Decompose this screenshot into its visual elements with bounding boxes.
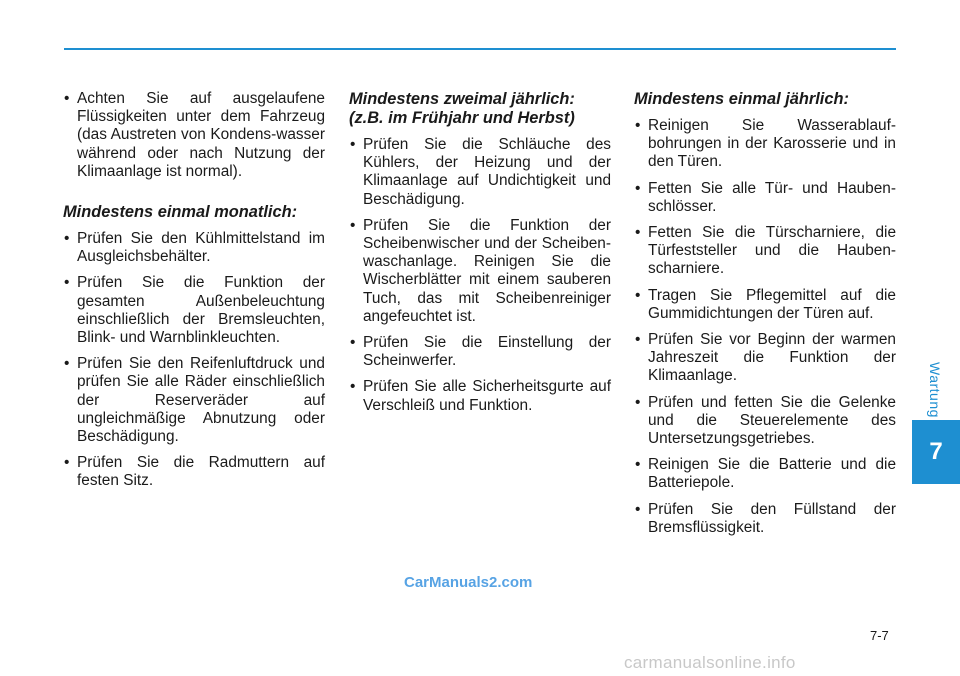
watermark-logo: CarManuals2.com — [404, 574, 533, 591]
section-heading-yearly: Mindestens einmal jährlich: — [634, 90, 849, 108]
list-item: • Prüfen und fetten Sie die Gelenke und die Steuerelemente des Untersetzungsgetriebes. — [634, 394, 896, 449]
page-number: 7-7 — [870, 628, 889, 643]
list-item: • Prüfen Sie die Funktion der gesamten Außenbeleuchtung einschließlich der Bremsleuchten, Blink- und Warnblinkleuchten. — [63, 274, 325, 347]
bullet-list-yearly — [634, 117, 896, 537]
list-item: • Prüfen Sie die Funktion der Scheibenwischer und der Scheiben-waschanlage. Reinigen Sie die Wischerblätter mit einem sauberen Tuch, das mit Scheibenreiniger angefeuchtet ist. — [349, 217, 611, 326]
list-item: • Prüfen Sie den Füllstand der Bremsflüssigkeit. — [634, 501, 896, 537]
list-item: • Achten Sie auf ausgelaufene Flüssigkeiten unter dem Fahrzeug (das Austreten von Kondens-wasser während oder nach Nutzung der Klimaanlage ist normal). — [63, 90, 325, 181]
chapter-label: Wartung — [927, 362, 943, 418]
list-item: • Reinigen Sie Wasserablauf-bohrungen in der Karosserie und in den Türen. — [634, 117, 896, 172]
list-item: • Tragen Sie Pflegemittel auf die Gummidichtungen der Türen auf. — [634, 287, 896, 323]
list-item: • Prüfen Sie die Radmuttern auf festen Sitz. — [63, 454, 325, 490]
list-item: • Prüfen Sie den Reifenluftdruck und prüfen Sie alle Räder einschließlich der Reserveräder auf ungleichmäßige Abnutzung oder Beschädigung. — [63, 355, 325, 446]
chapter-number: 7 — [929, 438, 943, 465]
column-right — [634, 90, 896, 545]
bullet-list-intro — [63, 90, 325, 181]
list-item: • Prüfen Sie vor Beginn der warmen Jahreszeit die Funktion der Klimaanlage. — [634, 331, 896, 386]
list-item: • Reinigen Sie die Batterie und die Batteriepole. — [634, 456, 896, 492]
list-item: • Fetten Sie die Türscharniere, die Türfeststeller und die Hauben-scharniere. — [634, 224, 896, 279]
list-item: • Prüfen Sie die Schläuche des Kühlers, der Heizung und der Klimaanlage auf Undichtigkeit und Beschädigung. — [349, 136, 611, 209]
chapter-tab — [912, 420, 960, 484]
watermark-footer: carmanualsonline.info — [624, 653, 796, 672]
column-middle — [349, 90, 611, 423]
header-rule — [64, 48, 896, 50]
bullet-list-twice-yearly — [349, 136, 611, 415]
list-item: • Prüfen Sie den Kühlmittelstand im Ausgleichsbehälter. — [63, 230, 325, 266]
list-item: • Prüfen Sie die Einstellung der Scheinwerfer. — [349, 334, 611, 370]
section-heading-twice-yearly: Mindestens zweimal jährlich: (z.B. im Frühjahr und Herbst) — [349, 90, 575, 127]
column-left — [63, 90, 325, 499]
list-item: • Fetten Sie alle Tür- und Hauben-schlösser. — [634, 180, 896, 216]
section-heading-monthly: Mindestens einmal monatlich: — [63, 203, 298, 222]
list-item: • Prüfen Sie alle Sicherheitsgurte auf Verschleiß und Funktion. — [349, 378, 611, 414]
bullet-list-monthly — [63, 230, 325, 491]
